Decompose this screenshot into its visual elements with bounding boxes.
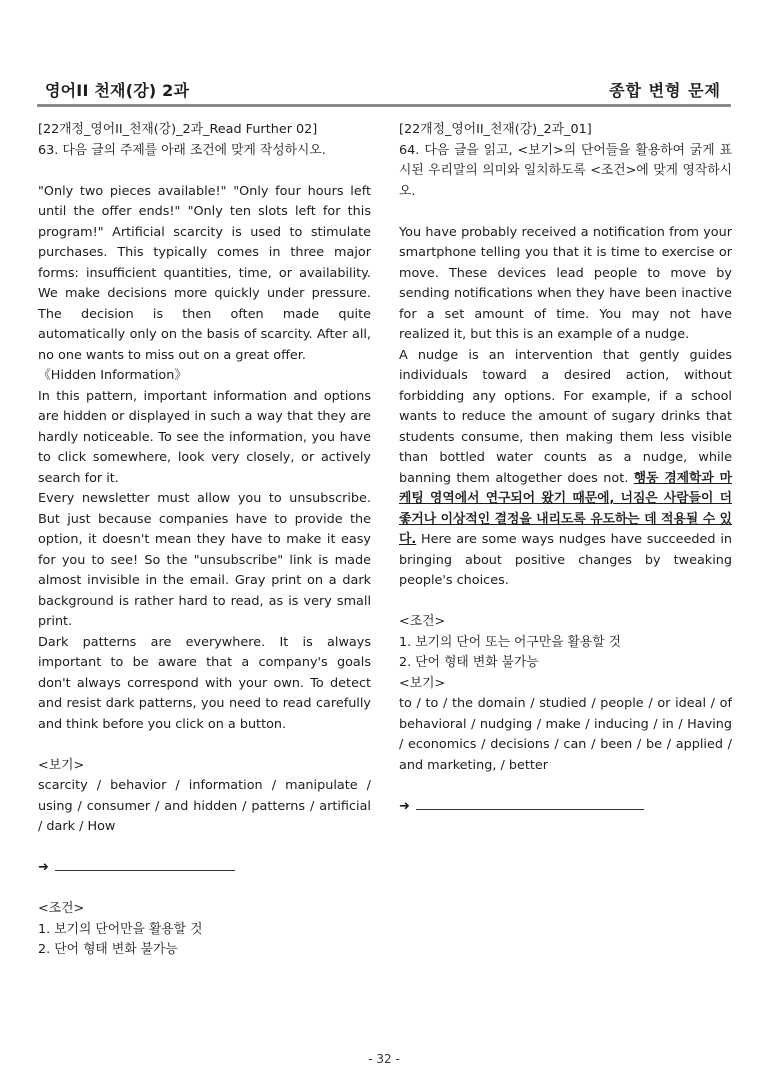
q63-paragraph-3: Every newsletter must allow you to unsubscribe. But just because companies have to provide the option, it doesn't mean they have to make it easy for you to see! So the "unsubscribe" link is made almost invisible in the email. Gray print on a dark background is rather hard to read, as is very small print.: [38, 491, 371, 629]
q64-paragraph-2-end: Here are some ways nudges have succeeded in bringing about positive changes by tweaking people's choices.: [399, 532, 732, 588]
page-number: - 32 -: [368, 1052, 400, 1066]
q64-paragraph-1: You have probably received a notification from your smartphone telling you that it is time to exercise or move. These devices lead people to move by sending notifications when they have been inactive for a set amount of time. You may not have realized it, but this is an example of a nudge.: [399, 224, 732, 342]
q64-answer-blank[interactable]: [416, 799, 644, 810]
page-header: [37, 74, 731, 104]
q63-prompt: 63. 다음 글의 주제를 아래 조건에 맞게 작성하시오.: [38, 142, 326, 158]
q64-bold-target-sentence: 행동 경제학과 마케팅 영역에서 연구되어 왔기 때문에, 너짐은 사람들이 더 좋거나 이상적인 결정을 내리도록 유도하는 데 적용될 수 있다.: [399, 470, 732, 547]
q64-condition-label: <조건>: [399, 614, 446, 629]
q64-condition-2: 2. 단어 형태 변화 불가능: [399, 655, 539, 670]
question-63: [38, 120, 371, 961]
arrow-icon: ➜: [38, 860, 49, 875]
q63-condition-label: <조건>: [38, 901, 85, 916]
q64-condition-1: 1. 보기의 단어 또는 어구만을 활용할 것: [399, 634, 622, 650]
q63-paragraph-1: "Only two pieces available!" "Only four hours left until the offer ends!" "Only ten slots left for this program!" Artificial scarcity is used to stimulate purchases. This typically comes in three major forms: insufficient quantities, time, or availability. We make decisions more quickly under pressure. The decision is then often made quite automatically only on the basis of scarcity. After all, no one wants to miss out on a great offer.: [38, 183, 371, 363]
q64-answer-line: [399, 797, 732, 818]
q63-bogi-label: <보기>: [38, 757, 85, 773]
q63-source: [22개정_영어II_천재(강)_2과_Read Further 02]: [38, 122, 318, 137]
q64-prompt: 64. 다음 글을 읽고, <보기>의 단어들을 활용하여 굵게 표시된 우리말의 의미와 일치하도록 <조건>에 맞게 영작하시오.: [399, 142, 732, 199]
q64-paragraph-2-start: A nudge is an intervention that gently guides individuals toward a desired action, without forbidding any options. For example, if a school wants to reduce the amount of sugary drinks that students consume, then making them less visible than bottled water counts as a nudge, while banning them altogether does not.: [399, 347, 732, 486]
question-64: [399, 120, 732, 817]
q63-answer-blank[interactable]: [55, 860, 235, 871]
q63-subheading: 《Hidden Information》: [38, 368, 188, 383]
q63-bogi-words: scarcity / behavior / information / manipulate / using / consumer / and hidden / patterns / artificial / dark / How: [38, 778, 371, 834]
q64-bogi-words: to / to / the domain / studied / people / or ideal / of behavioral / nudging / make / inducing / in / Having / economics / decisions / can / been / be / applied / and marketing, / better: [399, 696, 732, 773]
header-right-title: 종합 변형 문제: [609, 81, 721, 100]
q63-condition-2: 2. 단어 형태 변화 불가능: [38, 942, 178, 957]
q64-paragraph-2: [399, 346, 732, 592]
arrow-icon: ➜: [399, 798, 410, 814]
header-divider: [37, 104, 731, 107]
q64-source: [22개정_영어II_천재(강)_2과_01]: [399, 122, 592, 137]
q63-condition-1: 1. 보기의 단어만을 활용할 것: [38, 921, 203, 937]
q64-bogi-label: <보기>: [399, 675, 446, 691]
q63-paragraph-4: Dark patterns are everywhere. It is always important to be aware that a company's goals don't always correspond with your own. To detect and resist dark patterns, you need to read carefully and think before you click on a button.: [38, 634, 371, 732]
header-left-title: 영어II 천재(강) 2과: [45, 81, 190, 100]
q63-answer-line: [38, 858, 371, 879]
q63-paragraph-2: In this pattern, important information and options are hidden or displayed in such a way that they are hardly noticeable. To see the information, you have to click somewhere, look very closely, or actively search for it.: [38, 388, 371, 486]
